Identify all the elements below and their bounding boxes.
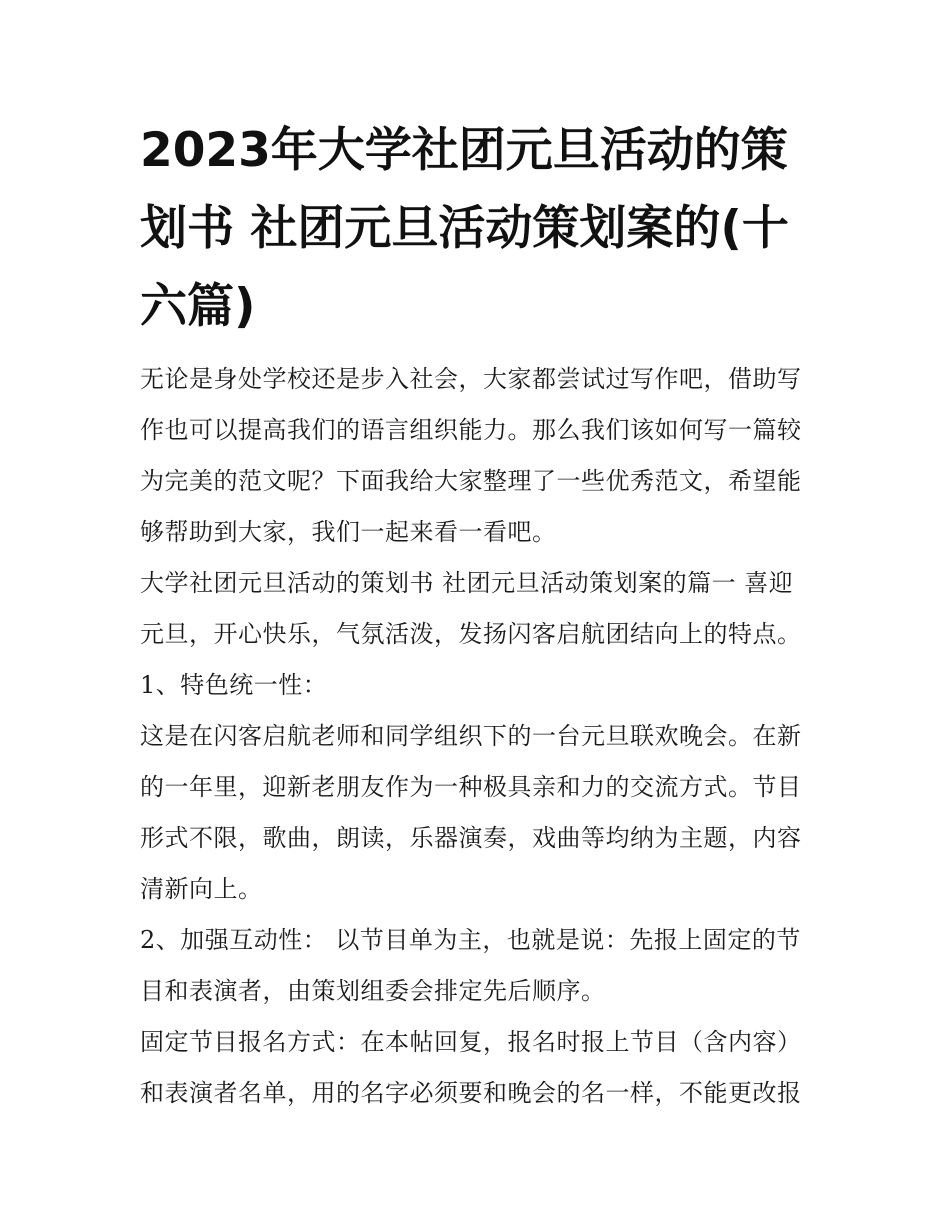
registration-paragraph: 固定节目报名方式：在本帖回复，报名时报上节目（含内容）和表演者名单，用的名字必须要和晚会的名一样，不能更改报: [140, 1028, 802, 1107]
heading-feature-unity: 1、特色统一性：: [140, 671, 328, 699]
intro-paragraph: 无论是身处学校还是步入社会，大家都尝试过写作吧，借助写作也可以提高我们的语言组织能力。那么我们该如何写一篇较为完美的范文呢？下面我给大家整理了一些优秀范文，希望能够帮助到大家，我们一起来看一看吧。: [140, 365, 802, 546]
document-page: [140, 112, 815, 1119]
feature-description-paragraph: 这是在闪客启航老师和同学组织下的一台元旦联欢晚会。在新的一年里，迎新老朋友作为一种极具亲和力的交流方式。节目形式不限，歌曲，朗读，乐器演奏，戏曲等均纳为主题，内容清新向上。: [140, 722, 802, 903]
section-intro-paragraph: 大学社团元旦活动的策划书 社团元旦活动策划案的篇一 喜迎元旦，开心快乐，气氛活泼，发扬闪客启航团结向上的特点。: [140, 569, 802, 648]
interaction-paragraph: 2、加强互动性： 以节目单为主，也就是说：先报上固定的节目和表演者，由策划组委会排定先后顺序。: [140, 926, 801, 1005]
document-title: 2023年大学社团元旦活动的策划书 社团元旦活动策划案的(十六篇): [140, 123, 789, 334]
